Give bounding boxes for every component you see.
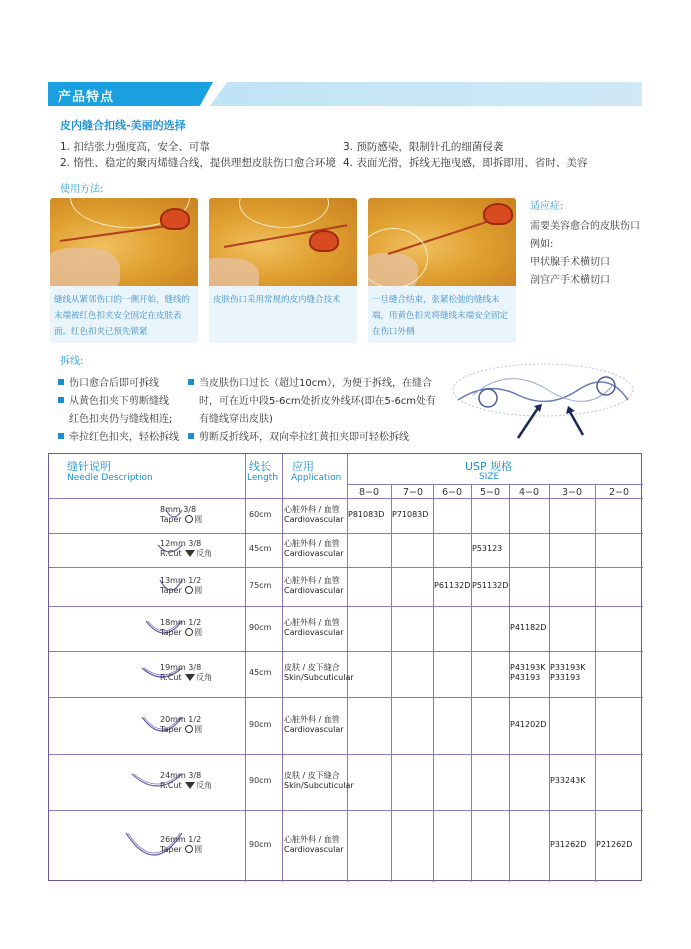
needle-type-cn: 反角 <box>196 781 213 790</box>
header-application-en: Application <box>291 473 342 483</box>
product-code: P61132D <box>434 580 471 590</box>
size-4-0: 4−0 <box>518 487 540 498</box>
needle-size: 24mm 3/8 <box>160 771 202 780</box>
taper-round-icon <box>185 586 193 594</box>
needle-type-cn: 圆 <box>194 724 203 734</box>
product-code: P53123 <box>472 544 503 553</box>
header-usp-en: SIZE <box>479 472 500 482</box>
application: 皮肤 / 皮下缝合 Skin/Subcuticular <box>284 663 354 682</box>
suture-photo-image <box>368 198 516 286</box>
indication-line: 甲状腺手术横切口 <box>530 257 610 268</box>
needle-size: 20mm 1/2 <box>160 714 202 724</box>
bullet-icon <box>58 433 64 439</box>
usage-photo-1 <box>50 198 198 343</box>
header-length-cn: 线长 <box>249 460 271 473</box>
removal-label: 拆线: <box>60 356 84 367</box>
suture-removal-illustration <box>448 360 638 445</box>
product-code: P33243K <box>550 776 586 785</box>
removal-step: 牵拉红色扣夹，轻松拆线 <box>58 428 179 443</box>
needle-description <box>160 505 202 525</box>
feature-4: 4. 表面光滑，拆线无拖曳感，即拆即用、省时、美容 <box>343 157 588 169</box>
needle-type-cn: 圆 <box>194 845 203 854</box>
size-7-0: 7−0 <box>402 487 424 498</box>
product-code: P71083D <box>392 509 429 519</box>
removal-step: 伤口愈合后即可拆线 <box>58 374 159 389</box>
feature-1: 1. 扣结张力强度高，安全、可靠 <box>60 141 210 153</box>
needle-type: Taper <box>160 724 185 734</box>
needle-type-cn: 圆 <box>194 585 203 595</box>
product-code: P81083D <box>348 509 385 519</box>
suture-photo-image <box>50 198 198 286</box>
bullet-icon <box>188 379 194 385</box>
product-code: P21262D <box>596 840 633 849</box>
thread-length: 75cm <box>249 580 272 590</box>
needle-type: Taper <box>160 514 185 524</box>
thread-length: 45cm <box>249 668 272 677</box>
header-length-en: Length <box>247 473 279 483</box>
suture-photo-image <box>209 198 357 286</box>
usage-photo-3 <box>368 198 516 343</box>
indication-line: 例如: <box>530 239 554 250</box>
thread-length: 90cm <box>249 719 272 729</box>
thread-length: 90cm <box>249 776 272 785</box>
thread-length: 90cm <box>249 622 272 632</box>
product-code: P31262D <box>550 840 587 849</box>
needle-type-cn: 反角 <box>196 673 213 682</box>
photo-caption: 一旦缝合结束，张紧松弛的缝线末端，用黄色扣夹将缝线末端安全固定在伤口外侧 <box>372 295 509 337</box>
removal-long-step-cont: 有缝线穿出皮肤) <box>199 414 273 425</box>
reverse-cutting-icon <box>185 550 195 557</box>
needle-size: 19mm 3/8 <box>160 663 202 672</box>
needle-type-cn: 圆 <box>194 627 203 637</box>
needle-type: Taper <box>160 845 185 854</box>
needle-size: 8mm 3/8 <box>160 504 197 514</box>
needle-description <box>160 835 202 855</box>
needle-type-cn: 圆 <box>194 514 203 524</box>
size-3-0: 3−0 <box>561 487 583 498</box>
needle-type: R.Cut <box>160 549 185 558</box>
removal-long-step-cont: 时，可在近中段5-6cm处折皮外线环(即在5-6cm处有 <box>199 396 437 407</box>
removal-step-cont: 红色扣夹仍与缝线相连; <box>69 414 173 425</box>
header-usp-cn: USP 规格 <box>465 460 513 473</box>
application: 心脏外科 / 血管 Cardiovascular <box>284 575 344 595</box>
taper-round-icon <box>185 845 193 853</box>
product-code: P41202D <box>510 719 547 729</box>
product-subtitle: 皮内缝合扣线-美丽的选择 <box>60 119 186 132</box>
product-code: P43193K P43193 <box>510 663 546 682</box>
needle-description <box>160 539 212 559</box>
needle-type: R.Cut <box>160 781 185 790</box>
size-5-0: 5−0 <box>479 487 501 498</box>
usage-label: 使用方法: <box>60 184 104 195</box>
banner-title: 产品特点 <box>58 90 115 105</box>
needle-type: Taper <box>160 627 185 637</box>
needle-description <box>160 663 212 683</box>
needle-type: Taper <box>160 585 185 595</box>
needle-description <box>160 771 212 791</box>
application: 心脏外科 / 血管 Cardiovascular <box>284 504 344 524</box>
removal-step: 剪断反折线环，双向牵拉红黄扣夹即可轻松拆线 <box>188 428 409 443</box>
header-needle-cn: 缝针说明 <box>67 460 111 473</box>
reverse-cutting-icon <box>185 782 195 789</box>
indications-heading: 适应症: <box>530 201 564 212</box>
needle-size: 12mm 3/8 <box>160 539 202 548</box>
photo-caption: 缝线从紧邻伤口的一侧开始，缝线的末端被红色扣夹安全固定在皮肤表面。红色扣夹已预先锁紧 <box>54 295 191 337</box>
bullet-icon <box>188 433 194 439</box>
application: 心脏外科 / 血管 Cardiovascular <box>284 539 344 558</box>
bullet-icon <box>58 397 64 403</box>
thread-length: 90cm <box>249 840 272 849</box>
removal-long-step: 当皮肤伤口过长（超过10cm），为便于拆线，在缝合 <box>188 374 432 389</box>
header-needle-en: Needle Description <box>67 473 153 483</box>
needle-size: 13mm 1/2 <box>160 575 202 585</box>
needle-description <box>160 715 202 735</box>
size-6-0: 6−0 <box>441 487 463 498</box>
needle-description <box>160 576 202 596</box>
product-code: P33193K P33193 <box>550 663 586 682</box>
needle-description <box>160 618 202 638</box>
application: 心脏外科 / 血管 Cardiovascular <box>284 714 344 734</box>
bullet-icon <box>58 379 64 385</box>
taper-round-icon <box>185 725 193 733</box>
needle-size: 18mm 1/2 <box>160 617 202 627</box>
size-8-0: 8−0 <box>358 487 380 498</box>
product-code: P51132D <box>472 580 509 590</box>
usage-photo-2 <box>209 198 357 343</box>
thread-length: 45cm <box>249 544 272 553</box>
banner-light-block <box>210 82 642 106</box>
section-banner <box>48 82 642 106</box>
needle-type: R.Cut <box>160 673 185 682</box>
indication-line: 需要美容愈合的皮肤伤口 <box>530 221 640 232</box>
thread-length: 60cm <box>249 509 272 519</box>
indication-line: 剖宫产手术横切口 <box>530 275 610 286</box>
application: 心脏外科 / 血管 Cardiovascular <box>284 835 344 854</box>
size-2-0: 2−0 <box>608 487 630 498</box>
header-application-cn: 应用 <box>292 460 314 473</box>
application: 心脏外科 / 血管 Cardiovascular <box>284 617 344 637</box>
product-code: P41182D <box>510 622 547 632</box>
needle-type-cn: 反角 <box>196 549 213 558</box>
removal-step: 从黄色扣夹下剪断缝线 <box>58 392 169 407</box>
needle-size: 26mm 1/2 <box>160 835 202 844</box>
taper-round-icon <box>185 515 193 523</box>
photo-caption: 皮肤伤口采用常规的皮内缝合技术 <box>213 295 341 305</box>
feature-2: 2. 惰性、稳定的聚丙烯缝合线，提供理想皮肤伤口愈合环境 <box>60 157 336 169</box>
taper-round-icon <box>185 628 193 636</box>
application: 皮肤 / 皮下缝合 Skin/Subcuticular <box>284 771 354 790</box>
feature-3: 3. 预防感染，限制针孔的细菌侵袭 <box>343 141 504 153</box>
reverse-cutting-icon <box>185 674 195 681</box>
